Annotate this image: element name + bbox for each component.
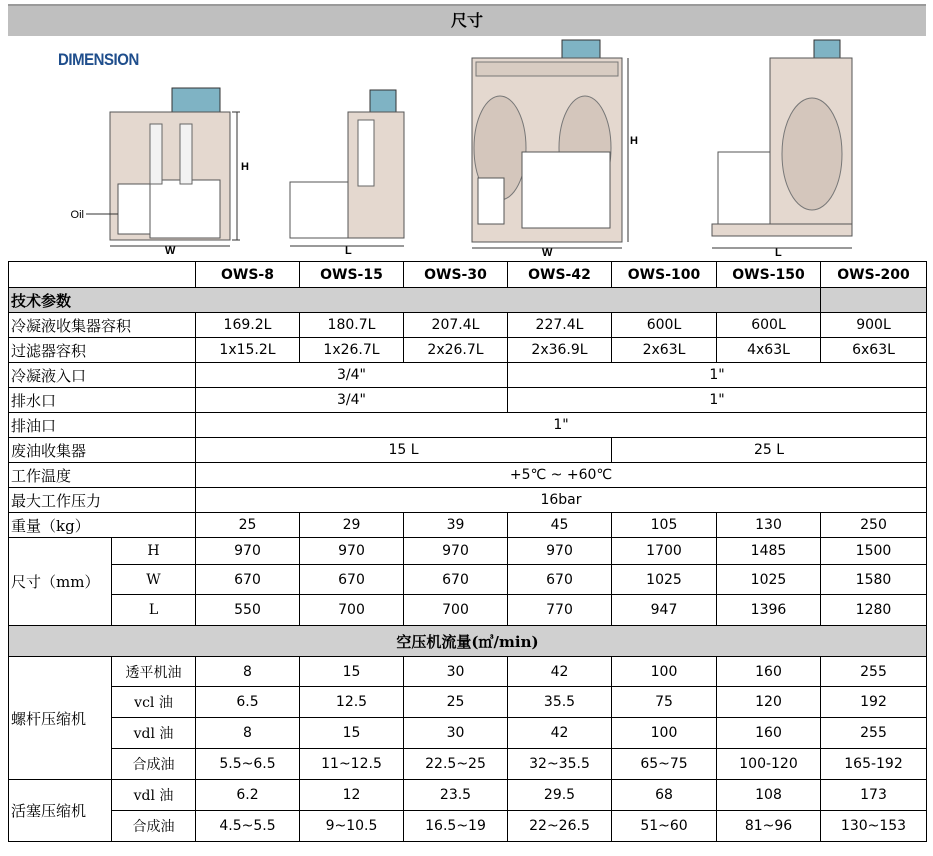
cell: 16bar	[196, 488, 927, 513]
table-row	[9, 463, 927, 488]
cell: 947	[612, 595, 717, 626]
unit-drawings-svg	[0, 36, 933, 260]
product-drawings	[0, 36, 933, 260]
cell: 4.5~5.5	[196, 811, 300, 842]
cell: 51~60	[612, 811, 717, 842]
group-label: 活塞压缩机	[9, 780, 112, 842]
cell: 2x63L	[612, 338, 717, 363]
cell: 30	[404, 718, 508, 749]
cell: 1x26.7L	[300, 338, 404, 363]
cell: 6.5	[196, 687, 300, 718]
svg-text:H: H	[630, 135, 638, 147]
dim-w-label: W	[165, 245, 176, 257]
cell: 1280	[821, 595, 927, 626]
cell: 2x26.7L	[404, 338, 508, 363]
cell: 173	[821, 780, 927, 811]
model-header: OWS-30	[404, 262, 508, 288]
cell: 4x63L	[717, 338, 821, 363]
cell: 670	[196, 565, 300, 595]
model-header: OWS-200	[821, 262, 927, 288]
cell: 42	[508, 657, 612, 687]
row-label: 冷凝液收集器容积	[9, 313, 196, 338]
cell: 227.4L	[508, 313, 612, 338]
cell: 970	[196, 538, 300, 565]
cell: 1"	[508, 388, 927, 413]
sub-label: L	[112, 595, 196, 626]
cell: 700	[300, 595, 404, 626]
cell: 1"	[196, 413, 927, 438]
cell: 11~12.5	[300, 749, 404, 780]
oil-label: Oil	[70, 209, 84, 221]
table-row	[9, 657, 927, 687]
row-label: 工作温度	[9, 463, 196, 488]
cell: 12.5	[300, 687, 404, 718]
model-header: OWS-150	[717, 262, 821, 288]
table-row	[9, 513, 927, 538]
cell: 970	[404, 538, 508, 565]
tech-section-row	[9, 288, 927, 313]
model-header: OWS-8	[196, 262, 300, 288]
cell: 5.5~6.5	[196, 749, 300, 780]
cell: 1500	[821, 538, 927, 565]
cell: 1x15.2L	[196, 338, 300, 363]
cell: 1025	[612, 565, 717, 595]
cell: 35.5	[508, 687, 612, 718]
table-row	[9, 313, 927, 338]
cell: 255	[821, 718, 927, 749]
cell: 970	[508, 538, 612, 565]
dim-h-label: H	[241, 161, 249, 173]
cell: 32~35.5	[508, 749, 612, 780]
cell: 9~10.5	[300, 811, 404, 842]
table-row	[9, 413, 927, 438]
cell: 108	[717, 780, 821, 811]
cell: 105	[612, 513, 717, 538]
cell: 25	[196, 513, 300, 538]
cell: 8	[196, 657, 300, 687]
cell: 3/4"	[196, 388, 508, 413]
table-row	[9, 488, 927, 513]
cell: 1"	[508, 363, 927, 388]
sub-label: W	[112, 565, 196, 595]
table-row	[9, 438, 927, 463]
row-label: 重量（kg）	[9, 513, 196, 538]
cell: 130~153	[821, 811, 927, 842]
cell: 165-192	[821, 749, 927, 780]
row-label: 排水口	[9, 388, 196, 413]
unit-drawing-ows-8	[71, 88, 249, 257]
tech-section-label: 技术参数	[9, 288, 821, 313]
cell: 29.5	[508, 780, 612, 811]
cell: 23.5	[404, 780, 508, 811]
cell: 1580	[821, 565, 927, 595]
cell: 700	[404, 595, 508, 626]
sub-label: 合成油	[112, 811, 196, 842]
sub-label: H	[112, 538, 196, 565]
model-header-row	[9, 262, 927, 288]
flow-section-label: 空压机流量(㎥/min)	[9, 626, 927, 657]
cell: 250	[821, 513, 927, 538]
cell: 65~75	[612, 749, 717, 780]
cell: 100-120	[717, 749, 821, 780]
dimension-label: DIMENSION	[58, 50, 139, 69]
dim-l-label: L	[345, 245, 352, 257]
table-row	[9, 388, 927, 413]
cell: 670	[508, 565, 612, 595]
cell: 255	[821, 657, 927, 687]
model-header: OWS-42	[508, 262, 612, 288]
unit-drawing-ows-30	[472, 40, 638, 259]
cell: 6.2	[196, 780, 300, 811]
table-row	[9, 749, 927, 780]
cell: 2x36.9L	[508, 338, 612, 363]
model-header: OWS-100	[612, 262, 717, 288]
cell: 1396	[717, 595, 821, 626]
cell: 100	[612, 657, 717, 687]
cell: 3/4"	[196, 363, 508, 388]
cell: 770	[508, 595, 612, 626]
cell: 75	[612, 687, 717, 718]
row-label: 废油收集器	[9, 438, 196, 463]
cell: 169.2L	[196, 313, 300, 338]
cell: 970	[300, 538, 404, 565]
cell: 39	[404, 513, 508, 538]
sub-label: vcl 油	[112, 687, 196, 718]
cell: 600L	[717, 313, 821, 338]
cell: 15	[300, 657, 404, 687]
section-title: 尺寸	[8, 4, 926, 36]
cell: 25 L	[612, 438, 927, 463]
sub-label: vdl 油	[112, 718, 196, 749]
cell: 22.5~25	[404, 749, 508, 780]
sub-label: 透平机油	[112, 657, 196, 687]
cell: 180.7L	[300, 313, 404, 338]
unit-drawing-ows-15	[290, 90, 404, 257]
cell: +5℃ ~ +60℃	[196, 463, 927, 488]
table-row	[9, 538, 927, 565]
cell: 207.4L	[404, 313, 508, 338]
table-row	[9, 811, 927, 842]
cell: 25	[404, 687, 508, 718]
cell: 160	[717, 657, 821, 687]
table-row	[9, 595, 927, 626]
cell: 15	[300, 718, 404, 749]
cell: 68	[612, 780, 717, 811]
sub-label: 合成油	[112, 749, 196, 780]
cell: 550	[196, 595, 300, 626]
cell: 600L	[612, 313, 717, 338]
table-row	[9, 565, 927, 595]
svg-text:W: W	[542, 247, 553, 259]
cell: 1485	[717, 538, 821, 565]
sub-label: vdl 油	[112, 780, 196, 811]
cell: 29	[300, 513, 404, 538]
group-label: 螺杆压缩机	[9, 657, 112, 780]
cell: 12	[300, 780, 404, 811]
cell: 1025	[717, 565, 821, 595]
cell: 1700	[612, 538, 717, 565]
model-header: OWS-15	[300, 262, 404, 288]
cell: 30	[404, 657, 508, 687]
cell: 8	[196, 718, 300, 749]
cell: 900L	[821, 313, 927, 338]
group-label: 尺寸（mm）	[9, 538, 112, 626]
table-row	[9, 338, 927, 363]
cell: 15 L	[196, 438, 612, 463]
table-row	[9, 363, 927, 388]
svg-text:L: L	[775, 247, 782, 259]
spec-table	[8, 261, 927, 842]
cell: 130	[717, 513, 821, 538]
table-row	[9, 687, 927, 718]
table-row	[9, 780, 927, 811]
cell: 100	[612, 718, 717, 749]
cell: 670	[404, 565, 508, 595]
row-label: 冷凝液入口	[9, 363, 196, 388]
cell: 120	[717, 687, 821, 718]
cell: 81~96	[717, 811, 821, 842]
cell: 42	[508, 718, 612, 749]
unit-drawing-ows-100	[712, 40, 852, 259]
cell: 45	[508, 513, 612, 538]
cell: 192	[821, 687, 927, 718]
cell: 22~26.5	[508, 811, 612, 842]
cell: 160	[717, 718, 821, 749]
table-row	[9, 718, 927, 749]
row-label: 最大工作压力	[9, 488, 196, 513]
cell: 16.5~19	[404, 811, 508, 842]
cell: 670	[300, 565, 404, 595]
row-label: 排油口	[9, 413, 196, 438]
row-label: 过滤器容积	[9, 338, 196, 363]
cell: 6x63L	[821, 338, 927, 363]
flow-section-row	[9, 626, 927, 657]
